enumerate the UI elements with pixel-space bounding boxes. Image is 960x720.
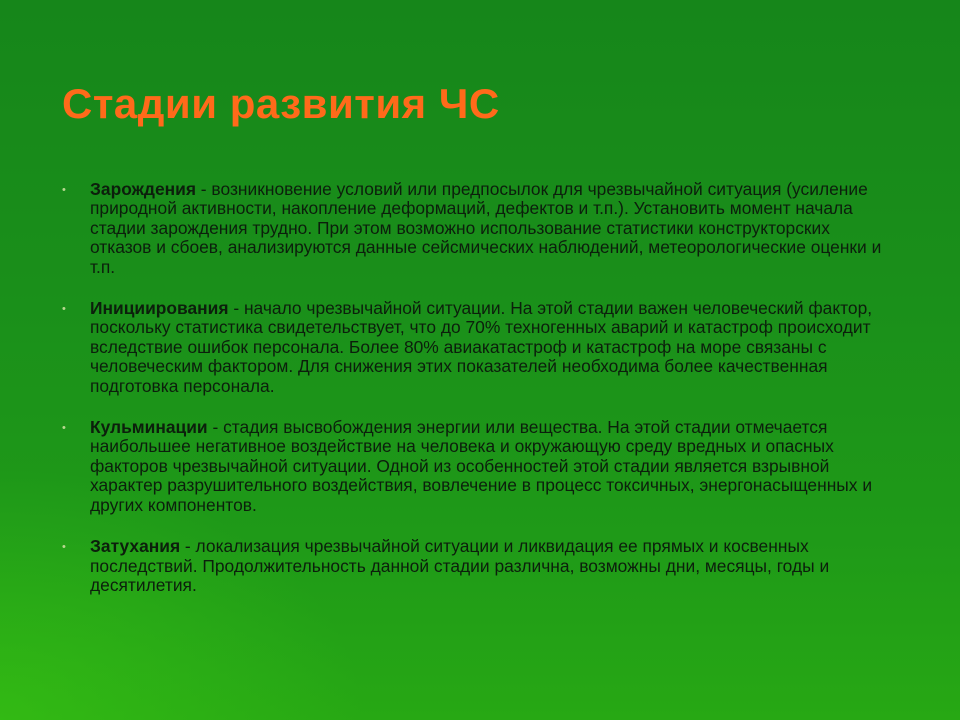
stage-term: Кульминации [90,417,208,438]
bullet-icon: • [62,541,66,554]
slide-title: Стадии развития ЧС [62,80,500,127]
list-item-stage-1 [62,179,890,277]
bullet-icon: • [62,184,66,196]
stages-list [62,179,890,617]
stage-description: - возникновение условий или предпосылок для чрезвычайной ситуация (усиление природной активности, накопление деформаций, дефектов и т.п.). Установить момент начала стадии зарождения трудно. При этом возможно использование статистики конструкторских отказов и сбоев, анализируются данные сейсмических наблюдений, метеорологические оценки и т.п. [90,179,882,277]
stage-term: Зарождения [90,179,196,199]
stage-description: - локализация чрезвычайной ситуации и ликвидация ее прямых и косвенных последствий. Продолжительность данной стадии различна, возможны дни, месяцы, годы и десятилетия. [90,536,830,595]
stage-description: - стадия высвобождения энергии или вещества. На этой стадии отмечается наибольшее негативное воздействие на человека и окружающую среду вредных и опасных факторов чрезвычайной ситуации. Одной из особенностей этой стадии является взрывной характер разрушительного воздействия, вовлечение в процесс токсичных, энергонасыщенных и других компонентов. [90,417,873,515]
stage-term: Инициирования [90,298,229,319]
list-item-stage-3 [62,417,890,515]
list-item-stage-2 [62,298,890,396]
stage-description: - начало чрезвычайной ситуации. На этой стадии важен человеческий фактор, поскольку статистика свидетельствует, что до 70% техногенных аварий и катастроф происходит вследствие ошибок персонала. Более 80% авиакатастроф и катастроф на море связаны с человеческим фактором. Для снижения этих показателей необходима более качественная подготовка персонала. [90,298,873,396]
stage-term: Затухания [90,536,181,557]
list-item-stage-4 [62,536,890,595]
bullet-icon: • [62,422,66,435]
bullet-icon: • [62,303,66,316]
